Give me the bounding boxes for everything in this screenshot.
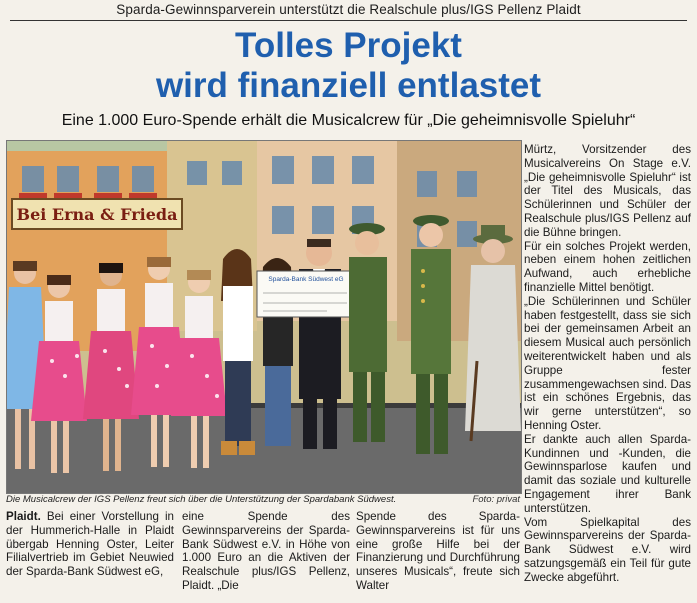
article-text: Bei einer Vorstellung in der Hummerich-Halle in Plaidt übergab Henning Oster, Leiter Filialvertrieb im Gebiet Neuwied der Sparda-Bank Südwest eG, [6, 510, 174, 579]
kicker: Sparda-Gewinnsparverein unterstützt die Realschule plus/IGS Pellenz Plaidt [116, 2, 581, 17]
shop-sign: Bei Erna & Frieda [16, 205, 178, 224]
group-photo [6, 140, 522, 494]
article-column-3: Spende des Sparda-Gewinnsparvereins ist für uns eine große Hilfe bei der Finanzierung und Durchführung unseres Musicals“, freute sich Walter [356, 510, 520, 592]
article-paragraph: Für ein solches Projekt werden, neben einem hohen zeitlichen Aufwand, auch erhebliche finanzielle Mittel benötigt. [524, 239, 691, 294]
photo-credit: Foto: privat [472, 494, 520, 505]
subheadline: Eine 1.000 Euro-Spende erhält die Musicalcrew für „Die geheimnisvolle Spieluhr“ [61, 112, 636, 129]
article-paragraph: Mürtz, Vorsitzender des Musicalvereins On Stage e.V. „Die geheimnisvolle Spieluhr“ ist der Titel des Musicals, das Schülerinnen und Schüler der Realschule plus/IGS Pellenz auf die Bühne bringen. [524, 143, 691, 239]
headline-line-2: wird finanziell entlastet [155, 66, 542, 105]
article-paragraph: Vom Spielkapital des Gewinnsparvereins der Sparda-Bank Südwest e.V. wird satzungsgemäß ein Teil für gute Zwecke abgeführt. [524, 515, 691, 584]
dateline-place: Plaidt. [6, 510, 41, 523]
group-photo-illustration [7, 141, 521, 493]
article-column-right [524, 143, 691, 585]
check-bank-name: Sparda-Bank Südwest eG [268, 276, 344, 283]
headline-line-1: Tolles Projekt [235, 26, 462, 65]
article-column-1 [6, 510, 174, 579]
kicker-rule [10, 20, 687, 21]
article-column-2: eine Spende des Gewinnsparvereins der Sparda-Bank Südwest e.V. in Höhe von 1.000 Euro an die Aktiven der Realschule plus/IGS Pellenz, Plaidt. „Die [182, 510, 350, 592]
article-paragraph: Er dankte auch allen Sparda-Kundinnen und -Kunden, die Gewinnsparlose kaufen und damit das soziale und kulturelle Engagement ihrer Bank unterstützen. [524, 432, 691, 515]
article-paragraph: „Die Schülerinnen und Schüler haben festgestellt, dass sie sich bei der gemeinsamen Arbeit an diesem Musical auch persönlich weiterentwickelt haben und als Gruppe fester zusammengewachsen sind. Das ist ein schönes Ergebnis, das wir gerne unterstützen“, so Henning Oster. [524, 294, 691, 432]
photo-caption: Die Musicalcrew der IGS Pellenz freut sich über die Unterstützung der Spardabank Südwest. [6, 494, 397, 505]
donation-check [257, 271, 355, 317]
